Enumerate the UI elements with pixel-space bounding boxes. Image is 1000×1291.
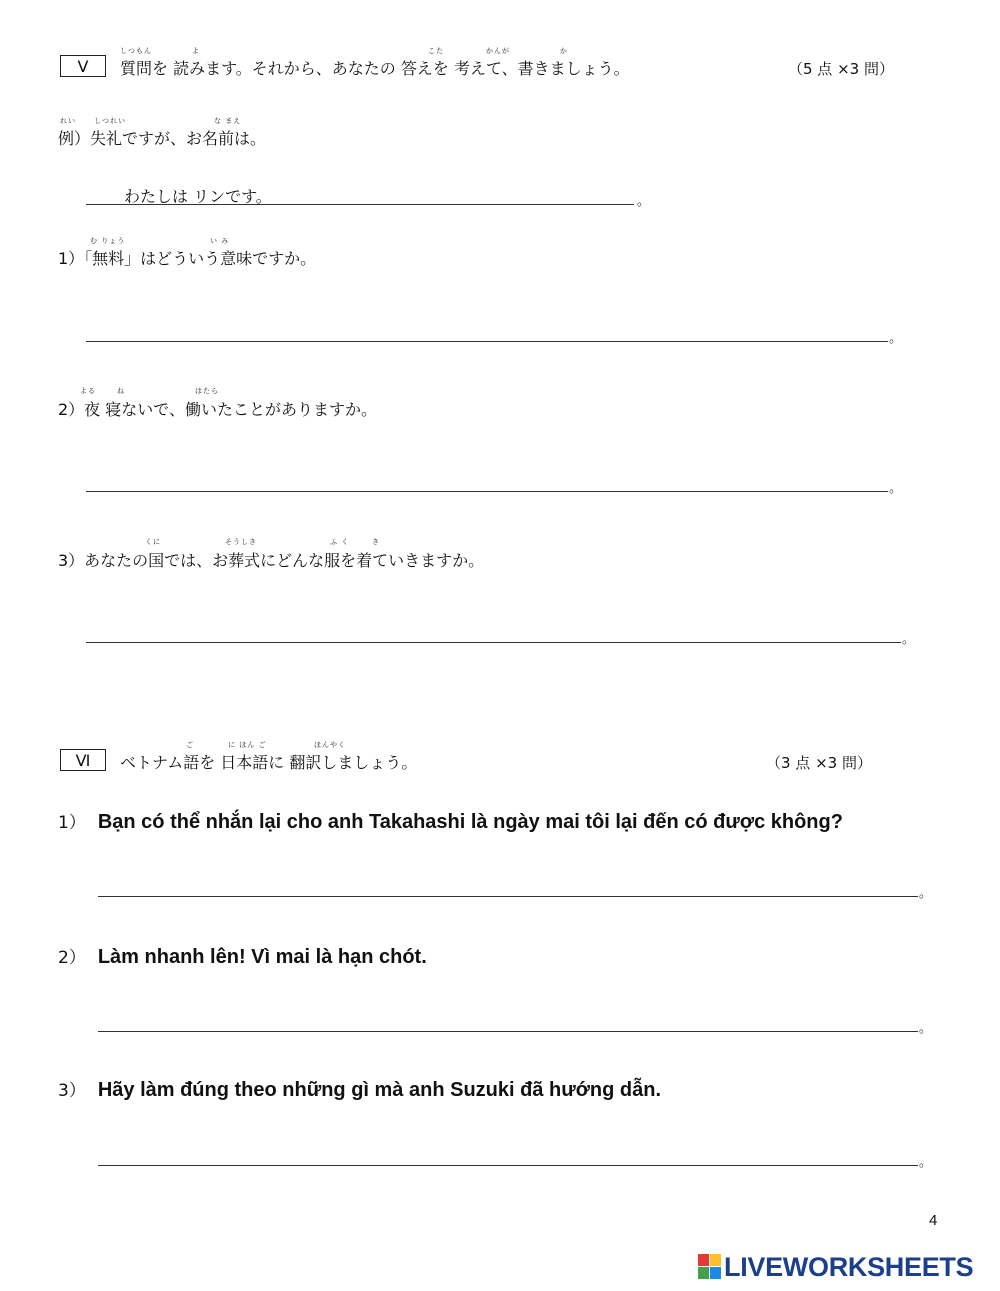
translation-3-number: 3） [58, 1081, 86, 1101]
furigana: しつもん [120, 47, 152, 55]
translation-1-input[interactable] [100, 869, 924, 895]
translation-2-text [58, 943, 427, 969]
section-6-points: （3 点 ×3 問） [766, 754, 872, 772]
translation-3-text [58, 1076, 661, 1102]
translation-1-sentence: Bạn có thể nhắn lại cho anh Takahashi là ngày mai tôi lại đến có được không? [97, 811, 843, 833]
furigana: い み [210, 237, 230, 245]
logo-square-blue [710, 1267, 721, 1279]
answer-3-input[interactable] [88, 615, 908, 641]
furigana: よる [80, 387, 96, 395]
logo-square-green [698, 1267, 709, 1279]
furigana: な まえ [214, 117, 242, 125]
answer-2-end-mark: 。 [889, 481, 903, 496]
example-end-mark: 。 [637, 194, 651, 209]
liveworksheets-mark-icon [698, 1254, 722, 1280]
furigana: ふ く [330, 538, 350, 546]
question-3-text: 3）あなたの国では、お葬式にどんな服を着ていきますか。 [58, 551, 485, 570]
page-number: 4 [929, 1212, 938, 1229]
question-1-text: 1）「無料」はどういう意味ですか。 [58, 249, 317, 268]
furigana: に ほん ご [228, 741, 267, 749]
furigana: か [560, 47, 568, 55]
example-question: 例）失礼ですが、お名前は。 [58, 129, 267, 148]
answer-1-input[interactable] [88, 314, 896, 340]
section-5-points: （5 点 ×3 問） [788, 60, 894, 78]
section-5-label: Ⅴ [77, 57, 89, 76]
answer-3-end-mark: 。 [902, 632, 916, 647]
furigana: はたら [195, 387, 219, 395]
liveworksheets-wordmark: LIVEWORKSHEETS [724, 1252, 974, 1282]
logo-square-yellow [710, 1254, 721, 1266]
translation-3-input[interactable] [100, 1138, 924, 1164]
answer-3-line [86, 642, 901, 643]
translation-1-text [58, 808, 843, 834]
translation-2-line [98, 1031, 918, 1032]
translation-2-number: 2） [58, 948, 86, 968]
translation-1-number: 1） [58, 813, 86, 833]
answer-1-end-mark: 。 [889, 331, 903, 346]
furigana: よ [192, 47, 200, 55]
furigana: しつれい [94, 117, 126, 125]
furigana: そうしき [225, 538, 257, 546]
section-6-instruction: ベトナム語を 日本語に 翻訳しましょう。 [120, 753, 418, 772]
furigana: む りょう [90, 237, 126, 245]
translation-3-end-mark: 。 [919, 1155, 933, 1170]
translation-1-end-mark: 。 [919, 886, 933, 901]
furigana: ね [117, 387, 125, 395]
furigana: くに [145, 538, 161, 546]
section-6-label-box [60, 749, 106, 771]
section-5-label-box [60, 55, 106, 77]
answer-1-line [86, 341, 888, 342]
logo-square-red [698, 1254, 709, 1266]
translation-3-sentence: Hãy làm đúng theo những gì mà anh Suzuki đã hướng dẫn. [97, 1079, 662, 1101]
furigana: こた [428, 47, 444, 55]
example-answer: わたしは リンです。 [124, 187, 272, 206]
translation-1-line [98, 896, 918, 897]
example-answer-line [86, 204, 634, 205]
section-6-label: Ⅵ [75, 751, 91, 770]
furigana: れい [60, 117, 76, 125]
translation-2-end-mark: 。 [919, 1021, 933, 1036]
answer-2-input[interactable] [88, 464, 896, 490]
furigana: ご [186, 741, 194, 749]
translation-2-input[interactable] [100, 1004, 924, 1030]
section-5-instruction: 質問を 読みます。それから、あなたの 答えを 考えて、書きましょう。 [120, 59, 630, 78]
answer-2-line [86, 491, 888, 492]
translation-2-sentence: Làm nhanh lên! Vì mai là hạn chót. [97, 946, 427, 968]
furigana: ほんやく [314, 741, 346, 749]
translation-3-line [98, 1165, 918, 1166]
question-2-text: 2）夜 寝ないで、働いたことがありますか。 [58, 400, 377, 419]
furigana: き [372, 538, 380, 546]
furigana: かんが [486, 47, 510, 55]
